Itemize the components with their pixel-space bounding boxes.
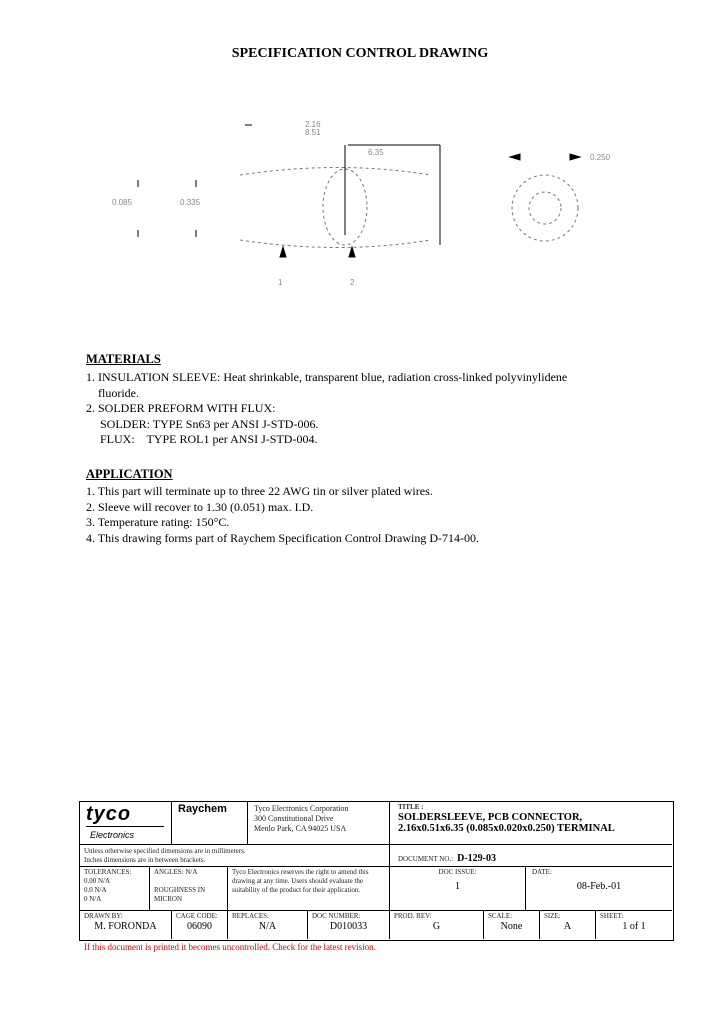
units-note-2: Inches dimensions are in between brackets. xyxy=(84,856,206,864)
doc-number: D-129-03 xyxy=(457,853,496,864)
drawn-by-cell xyxy=(80,911,172,939)
address-line-3: Menlo Park, CA 94025 USA xyxy=(254,824,347,833)
doc-num-label: DOC NUMBER: xyxy=(312,912,361,920)
scale-cell xyxy=(484,911,540,939)
end-view-inner xyxy=(529,192,561,224)
raychem-logo-cell xyxy=(172,802,248,845)
drawn-by: M. FORONDA xyxy=(94,921,157,932)
callout-2: 2 xyxy=(350,278,355,287)
scale: None xyxy=(500,921,523,932)
application-item-4: 4. This drawing forms part of Raychem Specification Control Drawing D-714-00. xyxy=(86,530,480,545)
size-label: SIZE: xyxy=(544,912,561,920)
electronics-label: Electronics xyxy=(90,830,135,840)
units-note-1: Unless otherwise specified dimensions are in millimeters. xyxy=(84,847,246,855)
doc-num-cell xyxy=(308,911,390,939)
doc-issue: 1 xyxy=(455,881,460,892)
cage-code-cell xyxy=(172,911,228,939)
technical-drawing xyxy=(100,105,660,305)
application-item-3: 3. Temperature rating: 150°C. xyxy=(86,515,230,529)
application-item-1: 1. This part will terminate up to three 22 AWG tin or silver plated wires. xyxy=(86,484,433,498)
replaces-label: REPLACES: xyxy=(232,912,269,920)
arrow-left xyxy=(510,154,520,160)
doc-number-cell xyxy=(390,845,672,867)
prod-rev-cell xyxy=(390,911,484,939)
roughness-label-2: MICRON xyxy=(154,895,183,903)
angles-value: N/A xyxy=(185,868,198,876)
replaces-cell xyxy=(228,911,308,939)
tolerance-3: 0 N/A xyxy=(84,895,102,903)
dim-left-b: 0.335 xyxy=(180,198,201,207)
date-cell xyxy=(526,867,672,911)
arrow-right xyxy=(570,154,580,160)
sheet: 1 of 1 xyxy=(622,921,646,932)
callout-1: 1 xyxy=(278,278,283,287)
dim-right-label: 6.35 xyxy=(368,148,384,157)
tolerances-label: TOLERANCES: xyxy=(84,868,132,876)
prod-rev-label: PROD. REV: xyxy=(394,912,432,920)
prod-rev: G xyxy=(432,921,441,932)
date-value: 08-Feb.-01 xyxy=(576,881,622,892)
uncontrolled-footer: If this document is printed it becomes uncontrolled. Check for the latest revision. xyxy=(84,942,376,952)
date-label: DATE: xyxy=(532,868,552,876)
materials-list xyxy=(86,370,646,448)
dim-top-left: 2.16 xyxy=(305,120,321,129)
dim-left-a: 0.085 xyxy=(112,198,133,207)
reserve-note: Tyco Electronics reserves the right to amend this drawing at any time. Users should evaluate the suitability of the product for their application. xyxy=(232,868,369,894)
materials-flux: FLUX: TYPE ROL1 per ANSI J-STD-004. xyxy=(100,432,318,446)
reserve-note-cell xyxy=(228,867,390,911)
angles-label: ANGLES: xyxy=(154,868,184,876)
arrow-up-2 xyxy=(349,247,355,257)
dim-far-right: 0.250 xyxy=(590,153,611,162)
sleeve-bottom-outline xyxy=(240,240,430,248)
doc-issue-label: DOC ISSUE: xyxy=(438,868,477,876)
size-cell xyxy=(540,911,596,939)
raychem-logo: Raychem xyxy=(178,803,227,815)
title-block xyxy=(79,801,674,941)
scale-label: SCALE: xyxy=(488,912,513,920)
doc-issue-cell xyxy=(390,867,526,911)
materials-item-1: 1. INSULATION SLEEVE: Heat shrinkable, transparent blue, radiation cross-linked polyvinylidene xyxy=(86,370,568,384)
tolerances-cell xyxy=(80,867,150,911)
cage-code-label: CAGE CODE: xyxy=(176,912,218,920)
angles-cell xyxy=(150,867,228,911)
tolerance-1: 0.00 N/A xyxy=(84,877,111,885)
materials-solder: SOLDER: TYPE Sn63 per ANSI J-STD-006. xyxy=(100,416,319,431)
tolerance-2: 0.0 N/A xyxy=(84,886,107,894)
address-cell xyxy=(248,802,390,845)
title-cell xyxy=(390,802,672,845)
tyco-logo-cell xyxy=(80,802,172,845)
page-title: SPECIFICATION CONTROL DRAWING xyxy=(231,46,489,61)
doc-num: D010033 xyxy=(329,921,368,932)
cage-code: 06090 xyxy=(187,921,212,932)
end-view-outer xyxy=(512,175,578,241)
dim-top-right: 8.51 xyxy=(305,128,321,137)
application-list xyxy=(86,484,646,546)
arrow-up-1 xyxy=(280,247,286,257)
application-heading: APPLICATION xyxy=(86,467,173,481)
units-note-cell xyxy=(80,845,390,867)
roughness-label: ROUGHNESS IN xyxy=(154,886,206,894)
application-item-2: 2. Sleeve will recover to 1.30 (0.051) max. I.D. xyxy=(86,499,314,514)
doc-number-label: DOCUMENT NO.: xyxy=(398,855,454,863)
title-line-2: 2.16x0.51x6.35 (0.085x0.020x0.250) TERMINAL xyxy=(398,823,615,834)
sheet-label: SHEET: xyxy=(600,912,624,920)
title-label: TITLE : xyxy=(398,803,424,811)
materials-item-2: 2. SOLDER PREFORM WITH FLUX: xyxy=(86,401,276,415)
tyco-logo: tyco xyxy=(86,803,132,825)
title-line-1: SOLDERSLEEVE, PCB CONNECTOR, xyxy=(398,812,583,823)
drawn-by-label: DRAWN BY: xyxy=(84,912,123,920)
sleeve-top-outline xyxy=(240,168,430,176)
address-line-2: 300 Constitutional Drive xyxy=(254,814,334,823)
size: A xyxy=(563,921,572,932)
address-line-1: Tyco Electronics Corporation xyxy=(254,804,349,813)
sheet-cell xyxy=(596,911,672,939)
materials-heading: MATERIALS xyxy=(86,352,161,366)
materials-item-1-cont: fluoride. xyxy=(98,385,139,400)
replaces: N/A xyxy=(258,921,277,932)
